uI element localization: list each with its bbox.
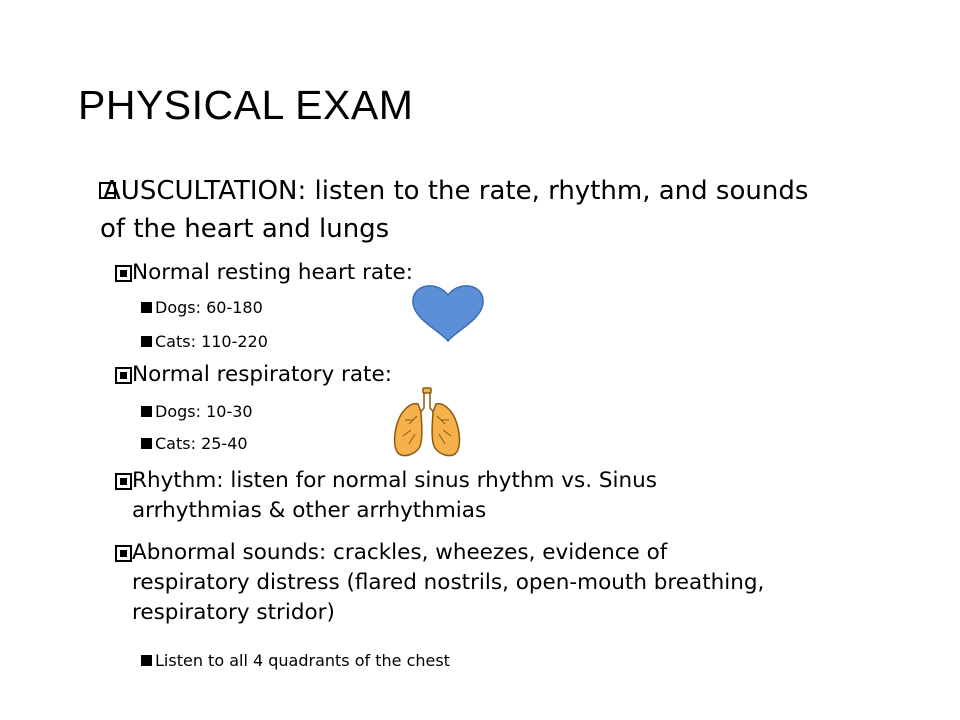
abnormal-sounds-bullet [115, 538, 764, 628]
boxed-square-bullet-icon [115, 265, 132, 282]
respiratory-rate-cats-text: Cats: 25-40 [155, 434, 248, 453]
filled-square-bullet-icon [141, 336, 152, 347]
respiratory-rate-cats [141, 433, 248, 455]
heart-rate-label: Normal resting heart rate: [132, 260, 413, 285]
heart-rate-dogs-text: Dogs: 60-180 [155, 298, 263, 317]
auscultation-line1: AUSCULTATION: listen to the rate, rhythm, and sounds [103, 176, 809, 206]
abnormal-line3: respiratory stridor) [132, 600, 335, 625]
abnormal-line1: Abnormal sounds: crackles, wheezes, evidence of [132, 540, 668, 565]
respiratory-rate-bullet [115, 360, 392, 390]
slide-title: PHYSICAL EXAM [78, 82, 414, 128]
heart-rate-cats [141, 331, 268, 353]
abnormal-line2: respiratory distress (flared nostrils, open-mouth breathing, [132, 570, 765, 595]
respiratory-rate-dogs [141, 401, 253, 423]
respiratory-rate-label: Normal respiratory rate: [132, 362, 392, 387]
heart-rate-dogs [141, 297, 263, 319]
heart-rate-bullet [115, 258, 413, 288]
filled-square-bullet-icon [141, 406, 152, 417]
hollow-square-bullet-icon [99, 182, 116, 199]
respiratory-rate-dogs-text: Dogs: 10-30 [155, 402, 253, 421]
rhythm-line1: Rhythm: listen for normal sinus rhythm vs. Sinus [132, 468, 657, 493]
auscultation-line2: of the heart and lungs [100, 214, 390, 244]
heart-icon [410, 283, 486, 343]
filled-square-bullet-icon [141, 302, 152, 313]
quadrants-text: Listen to all 4 quadrants of the chest [155, 651, 450, 670]
boxed-square-bullet-icon [115, 545, 132, 562]
rhythm-line2: arrhythmias & other arrhythmias [132, 498, 487, 523]
boxed-square-bullet-icon [115, 367, 132, 384]
heart-rate-cats-text: Cats: 110-220 [155, 332, 268, 351]
auscultation-bullet [99, 172, 808, 248]
quadrants-bullet [141, 650, 450, 672]
filled-square-bullet-icon [141, 438, 152, 449]
rhythm-bullet [115, 466, 657, 526]
boxed-square-bullet-icon [115, 473, 132, 490]
lungs-icon [391, 386, 463, 460]
filled-square-bullet-icon [141, 655, 152, 666]
